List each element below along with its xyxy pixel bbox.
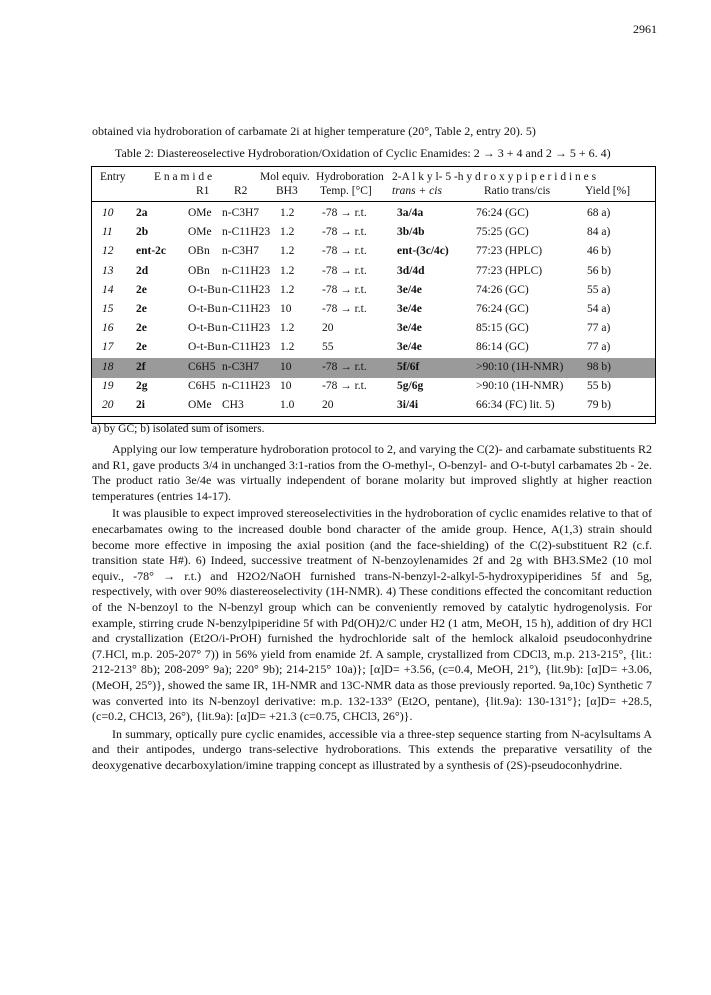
cell-bh3: 10 <box>280 303 292 315</box>
cell-product: 3i/4i <box>397 399 419 411</box>
cell-yield: 54 a) <box>587 303 611 315</box>
cell-entry: 20 <box>102 399 114 411</box>
cell-r1: OMe <box>188 399 212 411</box>
cell-ratio: >90:10 (1H-NMR) <box>476 379 564 392</box>
cell-temp: -78 → r.t. <box>322 226 367 239</box>
cell-ratio: 77:23 (HPLC) <box>476 245 543 258</box>
cell-r1: C6H5 <box>188 379 216 392</box>
cell-r2: n-C3H7 <box>222 207 260 219</box>
header-hydroboration: Hydroboration <box>316 171 384 183</box>
header-r1: R1 <box>196 185 210 197</box>
header-rule <box>92 201 655 202</box>
cell-bh3: 1.2 <box>280 245 295 258</box>
table-row <box>92 377 655 397</box>
cell-temp: -78 → r.t. <box>322 264 367 277</box>
cell-r2: n-C11H23 <box>222 303 271 315</box>
header-product-group: 2-A l k y l- 5 -h y d r o x y p i p e r i d i n e s <box>392 171 597 183</box>
header-entry: Entry <box>100 171 126 183</box>
cell-entry: 10 <box>102 207 114 219</box>
header-r2: R2 <box>234 185 248 197</box>
cell-bh3: 1.2 <box>280 341 295 354</box>
cell-entry: 16 <box>102 322 114 335</box>
cell-ratio: 85:15 (GC) <box>476 322 529 335</box>
cell-yield: 55 b) <box>587 379 611 392</box>
cell-r1: O-t-Bu <box>188 341 221 354</box>
cell-entry: 18 <box>102 360 114 373</box>
cell-yield: 77 a) <box>587 341 611 354</box>
cell-yield: 68 a) <box>587 207 611 219</box>
cell-product: 3e/4e <box>397 283 422 296</box>
cell-enamide: 2d <box>136 264 149 277</box>
cell-enamide: 2e <box>136 303 147 315</box>
cell-entry: 14 <box>102 283 114 296</box>
cell-temp: 20 <box>322 399 334 411</box>
cell-r1: OMe <box>188 226 212 239</box>
cell-entry: 11 <box>102 226 113 239</box>
cell-temp: -78 → r.t. <box>322 303 367 315</box>
table-row <box>92 262 655 282</box>
cell-bh3: 1.2 <box>280 283 295 296</box>
cell-r1: O-t-Bu <box>188 322 221 335</box>
cell-product: 3e/4e <box>397 341 422 354</box>
table-row <box>92 338 655 358</box>
cell-ratio: 75:25 (GC) <box>476 226 529 239</box>
cell-bh3: 1.2 <box>280 207 295 219</box>
cell-enamide: 2a <box>136 207 148 219</box>
page-number: 2961 <box>633 22 657 36</box>
cell-ratio: 76:24 (GC) <box>476 207 529 219</box>
cell-enamide: 2g <box>136 379 148 392</box>
cell-r2: n-C11H23 <box>222 379 271 392</box>
header-mol-equiv: Mol equiv. <box>260 171 310 183</box>
cell-ratio: 77:23 (HPLC) <box>476 264 543 277</box>
cell-r2: n-C3H7 <box>222 245 260 258</box>
cell-r1: C6H5 <box>188 360 216 373</box>
cell-r2: n-C11H23 <box>222 341 271 354</box>
cell-ratio: 66:34 (FC) lit. 5) <box>476 399 555 411</box>
header-temp: Temp. [°C] <box>320 185 372 197</box>
cell-bh3: 10 <box>280 379 292 392</box>
cell-product: 5f/6f <box>397 360 420 373</box>
cell-bh3: 1.2 <box>280 226 295 239</box>
cell-r2: CH3 <box>222 399 244 411</box>
cell-ratio: 76:24 (GC) <box>476 303 529 315</box>
table-row <box>92 242 655 262</box>
cell-r2: n-C11H23 <box>222 264 271 277</box>
cell-yield: 46 b) <box>587 245 611 258</box>
cell-temp: -78 → r.t. <box>322 245 367 258</box>
table-row <box>92 281 655 301</box>
cell-r2: n-C3H7 <box>222 360 260 373</box>
cell-r2: n-C11H23 <box>222 226 271 239</box>
table-row <box>92 300 655 320</box>
cell-temp: -78 → r.t. <box>322 379 367 392</box>
cell-bh3: 1.2 <box>280 264 295 277</box>
cell-entry: 17 <box>102 341 114 354</box>
cell-r1: O-t-Bu <box>188 283 221 296</box>
cell-r1: OBn <box>188 245 210 258</box>
table-row <box>92 319 655 339</box>
cell-entry: 12 <box>102 245 114 258</box>
cell-yield: 77 a) <box>587 322 611 335</box>
intro-sentence: obtained via hydroboration of carbamate 2i at higher temperature (20°, Table 2, entry 20). 5) <box>92 124 536 138</box>
paragraph: In summary, optically pure cyclic enamides, accessible via a three-step sequence starting from N-acylsultams A and their antipodes, undergo trans-selective hydroborations. This extends the preparative versatility of the deoxygenative decarboxylation/imine trapping concept as illustrated by a synthesis of (2S)-pseudoconhydrine. <box>92 726 652 772</box>
cell-product: 3e/4e <box>397 303 422 315</box>
cell-temp: 20 <box>322 322 334 335</box>
cell-entry: 19 <box>102 379 114 392</box>
cell-r1: OBn <box>188 264 210 277</box>
table-footnote: a) by GC; b) isolated sum of isomers. <box>92 423 265 435</box>
cell-bh3: 10 <box>280 360 292 373</box>
cell-r1: O-t-Bu <box>188 303 221 315</box>
results-table <box>91 166 656 424</box>
header-ratio: Ratio trans/cis <box>484 185 551 197</box>
cell-yield: 56 b) <box>587 264 611 277</box>
cell-bh3: 1.0 <box>280 399 295 411</box>
table-caption: Table 2: Diastereoselective Hydroboration/Oxidation of Cyclic Enamides: 2 → 3 + 4 and 2 → 5 + 6. 4) <box>115 146 611 160</box>
cell-product: 5g/6g <box>397 379 424 392</box>
cell-enamide: 2e <box>136 322 147 335</box>
cell-product: 3b/4b <box>397 226 425 239</box>
header-trans-cis: trans + cis <box>392 185 442 197</box>
cell-yield: 84 a) <box>587 226 611 239</box>
cell-product: ent-(3c/4c) <box>397 245 449 258</box>
cell-temp: -78 → r.t. <box>322 207 367 219</box>
paragraph: Applying our low temperature hydroboration protocol to 2, and varying the C(2)- and carbamate substituents R2 and R1, gave products 3/4 in unchanged 3:1-ratios from the O-methyl-, O-benzyl- and O-t-butyl carbamates 2b - 2e. The product ratio 3e/4e was virtually independent of borane molarity but improved slightly at higher reaction temperatures (entries 14-17). <box>92 442 652 503</box>
cell-enamide: 2e <box>136 283 147 296</box>
body-text <box>92 442 652 775</box>
cell-temp: -78 → r.t. <box>322 283 367 296</box>
cell-bh3: 1.2 <box>280 322 295 335</box>
cell-entry: 15 <box>102 303 114 315</box>
cell-enamide: 2e <box>136 341 147 354</box>
table-row <box>92 396 655 416</box>
cell-temp: -78 → r.t. <box>322 360 367 373</box>
cell-r2: n-C11H23 <box>222 322 271 335</box>
table-row <box>92 204 655 224</box>
table-row <box>92 358 655 378</box>
table-row <box>92 223 655 243</box>
cell-product: 3e/4e <box>397 322 422 335</box>
cell-product: 3d/4d <box>397 264 425 277</box>
cell-temp: 55 <box>322 341 334 354</box>
cell-r1: OMe <box>188 207 212 219</box>
cell-ratio: 74:26 (GC) <box>476 283 529 296</box>
cell-yield: 79 b) <box>587 399 611 411</box>
cell-r2: n-C11H23 <box>222 283 271 296</box>
table-bottom-rule <box>92 416 655 417</box>
cell-enamide: 2f <box>136 360 146 373</box>
header-enamide: E n a m i d e <box>154 171 213 183</box>
cell-yield: 55 a) <box>587 283 611 296</box>
cell-enamide: 2b <box>136 226 149 239</box>
cell-ratio: >90:10 (1H-NMR) <box>476 360 564 373</box>
header-bh3: BH3 <box>276 185 298 197</box>
header-yield: Yield [%] <box>585 185 631 197</box>
paragraph: It was plausible to expect improved stereoselectivities in the hydroboration of cyclic enamides relative to that of enecarbamates owing to the increased double bond character of the amide group. Hence, A(1,3) strain should become more effective in imposing the axial position (and the face-shielding) of the C(2)-substituent R2 (c.f. transition state H#). 6) Indeed, successive treatment of N-benzoylenamides 2f and 2g with BH3.SMe2 (10 mol equiv., -78° → r.t.) and H2O2/NaOH furnished trans-N-benzyl-2-alkyl-5-hydroxypiperidines 5f and 5g, respectively, with over 90% diastereoselectivity (1H-NMR). 4) These conditions effected the concomitant reduction of the N-benzoyl to the N-benzyl group which can be conveniently removed by catalytic hydrogenolysis. For example, stirring crude N-benzylpiperidine 5f with Pd(OH)2/C under H2 (1 atm, MeOH, 15 h), addition of dry HCl and crystallization (Et2O/i-PrOH) furnished the hydrochloride salt of the hemlock alkaloid pseudoconhydrine (7.HCl, m.p. 205-207° 7)) in 56% yield from enamide 2f. A sample, crystallized from CDCl3, m.p. 213-215°, {lit.: 212-213° 8b); 208-209° 9a); 220° 9b); 214-215° 10a)}; [α]D= +3.56, (c=0.4, MeOH, 21°), {lit.9b): [α]D= +3.06, (MeOH, 25°)}, showed the same IR, 1H-NMR and 13C-NMR data as those previously reported. 9a,10c) Synthetic 7 was converted into its N-benzoyl derivative: m.p. 132-133° (Et2O, pentane), {lit.9a): 130-131°}; [α]D= +28.5, (c=0.2, CHCl3, 26°), {lit.9a): [α]D= +21.3 (c=0.75, CHCl3, 26°)}. <box>92 506 652 724</box>
cell-ratio: 86:14 (GC) <box>476 341 529 354</box>
cell-entry: 13 <box>102 264 114 277</box>
cell-enamide: 2i <box>136 399 145 411</box>
cell-enamide: ent-2c <box>136 245 167 258</box>
cell-yield: 98 b) <box>587 360 611 373</box>
cell-product: 3a/4a <box>397 207 424 219</box>
